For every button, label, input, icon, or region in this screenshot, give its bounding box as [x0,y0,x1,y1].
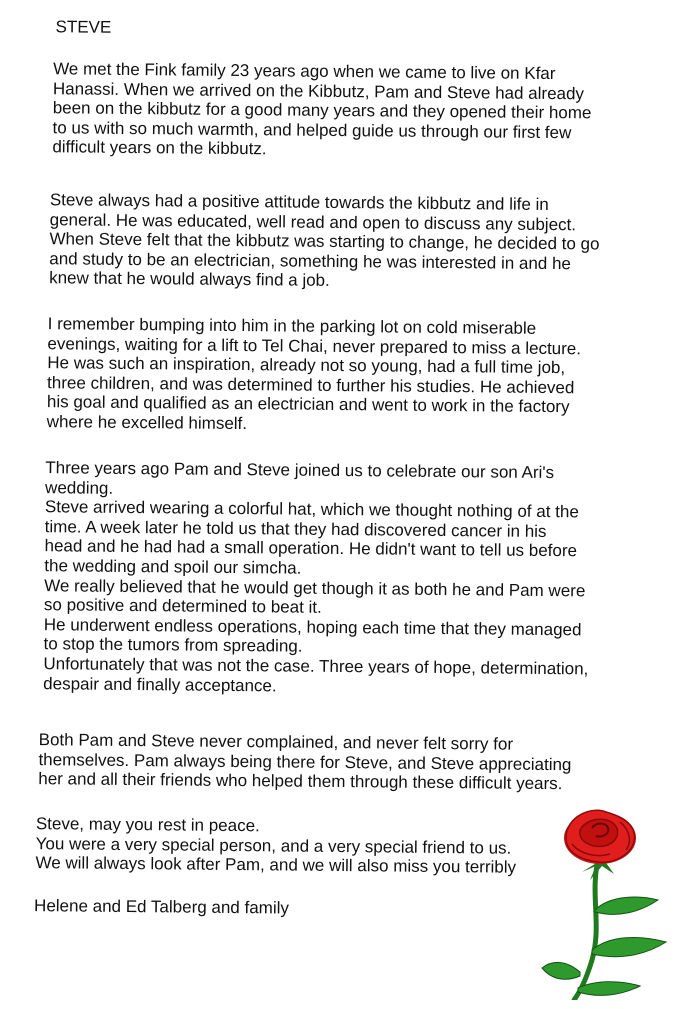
text-line: to us with so much warmth, and helped guide us through our first few [52,118,572,142]
text-line: wedding. [45,477,114,498]
text-line: I remember bumping into him in the parking lot on cold miserable [47,314,537,338]
text-line: Hanassi. When we arrived on the Kibbutz, Pam and Steve had already [52,78,585,103]
text-line: been on the kibbutz for a good many years and they opened their home [52,98,592,123]
text-line: three children, and was determined to further his studies. He achieved [47,372,575,398]
text-line: Steve, may you rest in peace. [35,814,260,836]
text-line: to stop the tumors from spreading. [43,634,303,657]
text-line: general. He was educated, well read and open to discuss any subject. [49,209,577,234]
text-line: Unfortunately that was not the case. Three years of hope, determination, [43,654,589,679]
text-line: where he excelled himself. [46,412,248,434]
rose-stem [574,860,598,1000]
text-line: the wedding and spoil our simcha. [44,556,302,578]
red-rose-icon [540,800,680,1000]
text-line: so positive and determined to beat it. [43,595,322,618]
text-line: He underwent endless operations, hoping each time that they managed [43,614,582,640]
text-line: He was such an inspiration, already not so young, had a full time job, [47,353,566,378]
text-line: knew that he would always find a job. [49,268,330,291]
paragraph-container [5,0,689,918]
text-line: Helene and Ed Talberg and family [34,896,290,918]
rose-leaf [595,897,658,914]
rose-leaf [592,937,666,956]
text-line: We really believed that he would get though it as both he and Pam were [44,575,586,600]
text-line: and study to be an electrician, something he was interested in and he [49,248,572,274]
page-title: STEVE [55,17,112,37]
text-line: difficult years on the kibbutz. [52,137,267,159]
paragraph [5,0,689,159]
text-line: themselves. Pam always being there for Steve, and Steve appreciating [38,749,572,774]
text-line: Both Pam and Steve never complained, and never felt sorry for [38,730,514,754]
text-line: We met the Fink family 23 years ago when we came to live on Kfar [53,59,556,84]
text-line: his goal and qualified as an electrician and went to work in the factory [46,392,570,417]
text-line: Three years ago Pam and Steve joined us to celebrate our son Ari's [45,458,555,483]
text-line: evenings, waiting for a lift to Tel Chai, never prepared to miss a lecture. [47,333,582,358]
text-line: Steve arrived wearing a colorful hat, which we thought nothing of at the [44,497,579,522]
rose-leaf [578,982,640,996]
text-line: head and he had had a small operation. He didn't want to tell us before [44,536,578,561]
rose-leaf [542,962,580,979]
text-line: You were a very special person, and a very special friend to us. [35,833,512,858]
text-line: time. A week later he told us that they had discovered cancer in his [44,516,547,541]
text-line: We will always look after Pam, and we will also miss you terribly [35,853,517,877]
text-line: despair and finally acceptance. [43,673,277,695]
text-line: Steve always had a positive attitude towards the kibbutz and life in [49,190,549,214]
text-line: When Steve felt that the kibbutz was starting to change, he decided to go [49,229,600,254]
text-line: her and all their friends who helped them through these difficult years. [38,769,563,794]
